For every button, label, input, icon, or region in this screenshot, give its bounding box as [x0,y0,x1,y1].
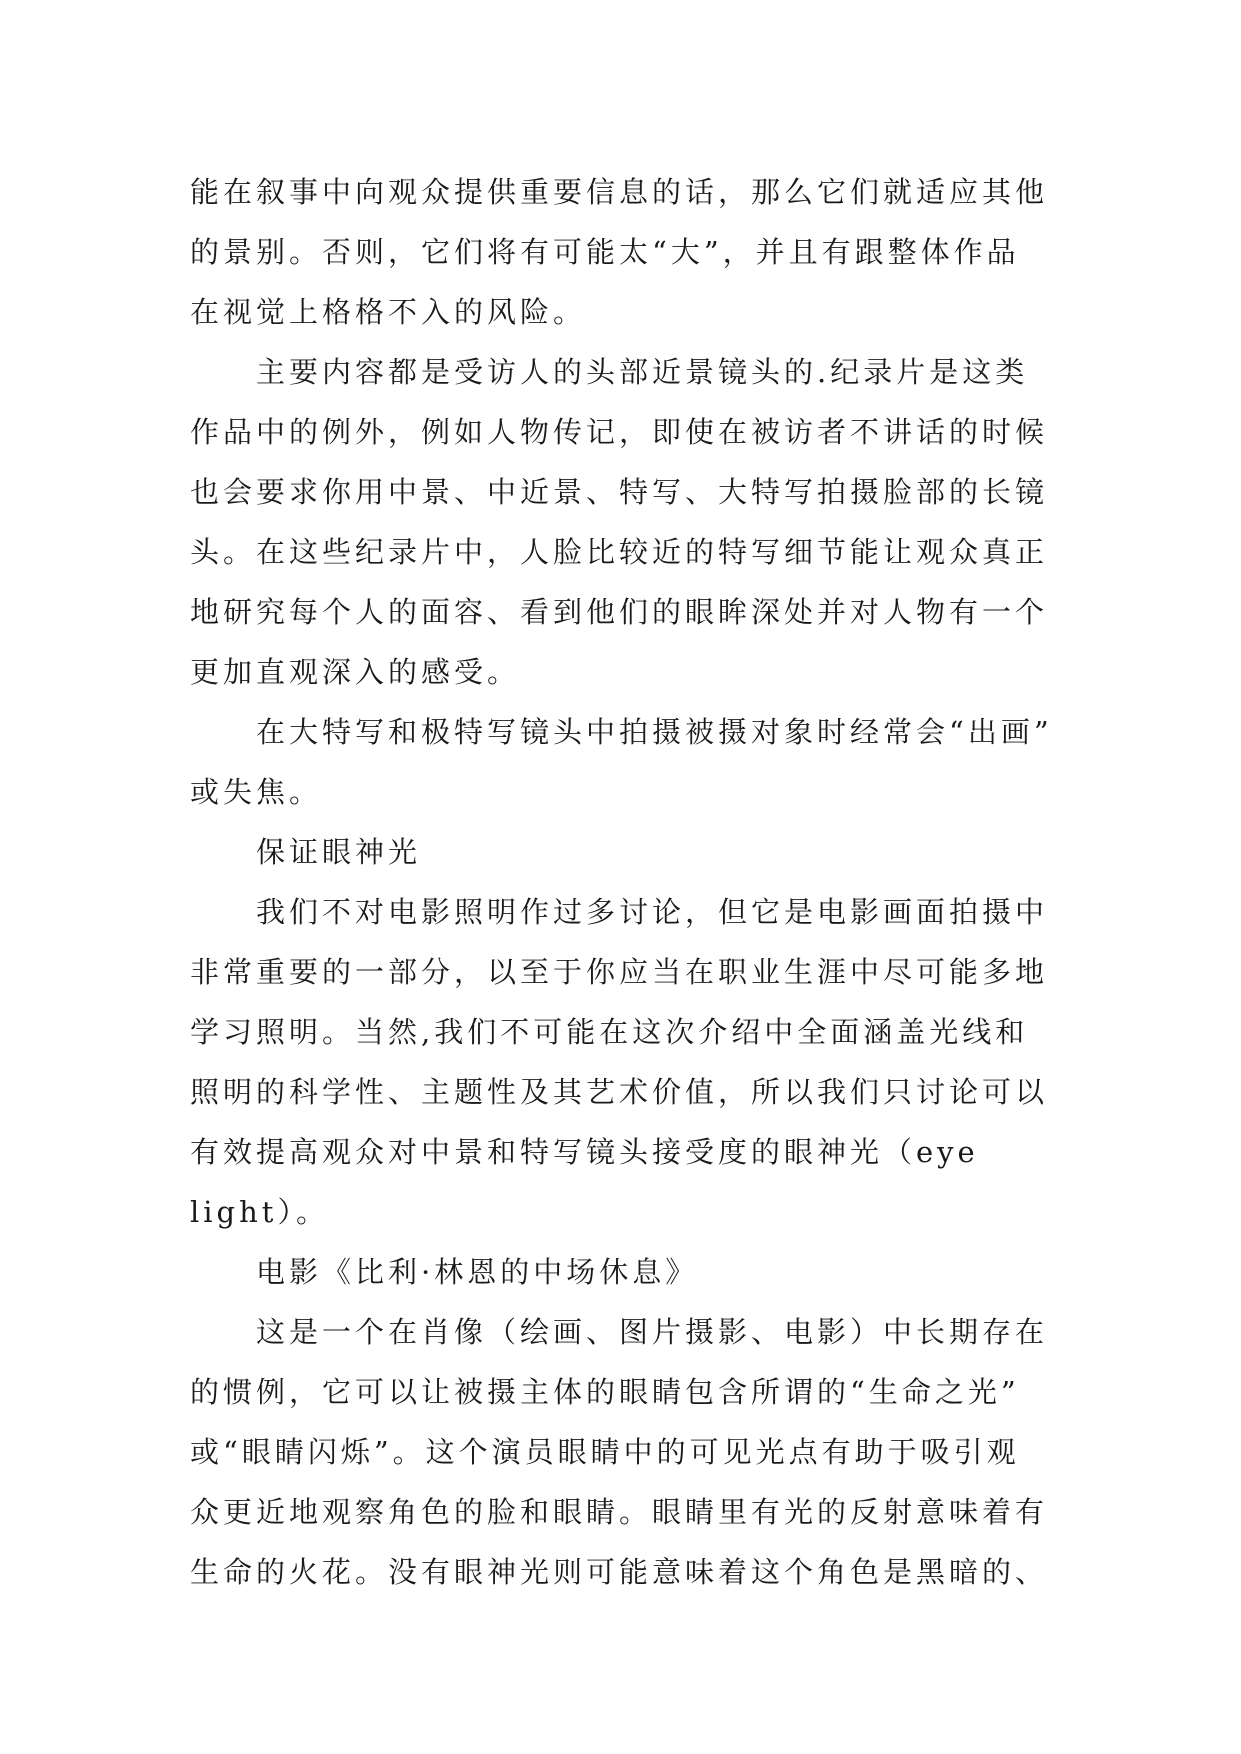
text-line: 众更近地观察角色的脸和眼睛。眼睛里有光的反射意味着有 [190,1495,1049,1529]
section-heading: 保证眼神光 [256,835,422,869]
text-line: 更加直观深入的感受。 [190,655,521,689]
text-line: 能在叙事中向观众提供重要信息的话，那么它们就适应其他 [190,175,1049,209]
text-line: 在视觉上格格不入的风险。 [190,295,587,329]
text-line: 头。在这些纪录片中，人脸比较近的特写细节能让观众真正 [190,535,1049,569]
text-line: 地研究每个人的面容、看到他们的眼眸深处并对人物有一个 [190,595,1049,629]
text-line: 或“眼睛闪烁”。这个演员眼睛中的可见光点有助于吸引观 [190,1435,1020,1469]
text-line: 学习照明。当然,我们不可能在这次介绍中全面涵盖光线和 [190,1015,1029,1049]
section-heading: 电影《比利·林恩的中场休息》 [256,1255,699,1289]
paragraph-first-line: 在大特写和极特写镜头中拍摄被摄对象时经常会“出画” [256,715,1053,749]
text-line: 的景别。否则，它们将有可能太“大”，并且有跟整体作品 [190,235,1020,269]
text-line: 的惯例，它可以让被摄主体的眼睛包含所谓的“生命之光” [190,1375,1020,1409]
text-line: 非常重要的一部分，以至于你应当在职业生涯中尽可能多地 [190,955,1049,989]
document-body [190,162,1053,1602]
text-line: 作品中的例外，例如人物传记，即使在被访者不讲话的时候 [190,415,1049,449]
paragraph-first-line: 主要内容都是受访人的头部近景镜头的.纪录片是这类 [256,355,1029,389]
text-line: 有效提高观众对中景和特写镜头接受度的眼神光（eye [190,1135,979,1169]
text-line: light）。 [190,1195,329,1229]
paragraph-first-line: 这是一个在肖像（绘画、图片摄影、电影）中长期存在 [256,1315,1049,1349]
paragraph-first-line: 我们不对电影照明作过多讨论，但它是电影画面拍摄中 [256,895,1049,929]
text-line: 生命的火花。没有眼神光则可能意味着这个角色是黑暗的、 [190,1555,1049,1589]
text-line: 或失焦。 [190,775,323,809]
text-line: 也会要求你用中景、中近景、特写、大特写拍摄脸部的长镜 [190,475,1049,509]
text-line: 照明的科学性、主题性及其艺术价值，所以我们只讨论可以 [190,1075,1049,1109]
